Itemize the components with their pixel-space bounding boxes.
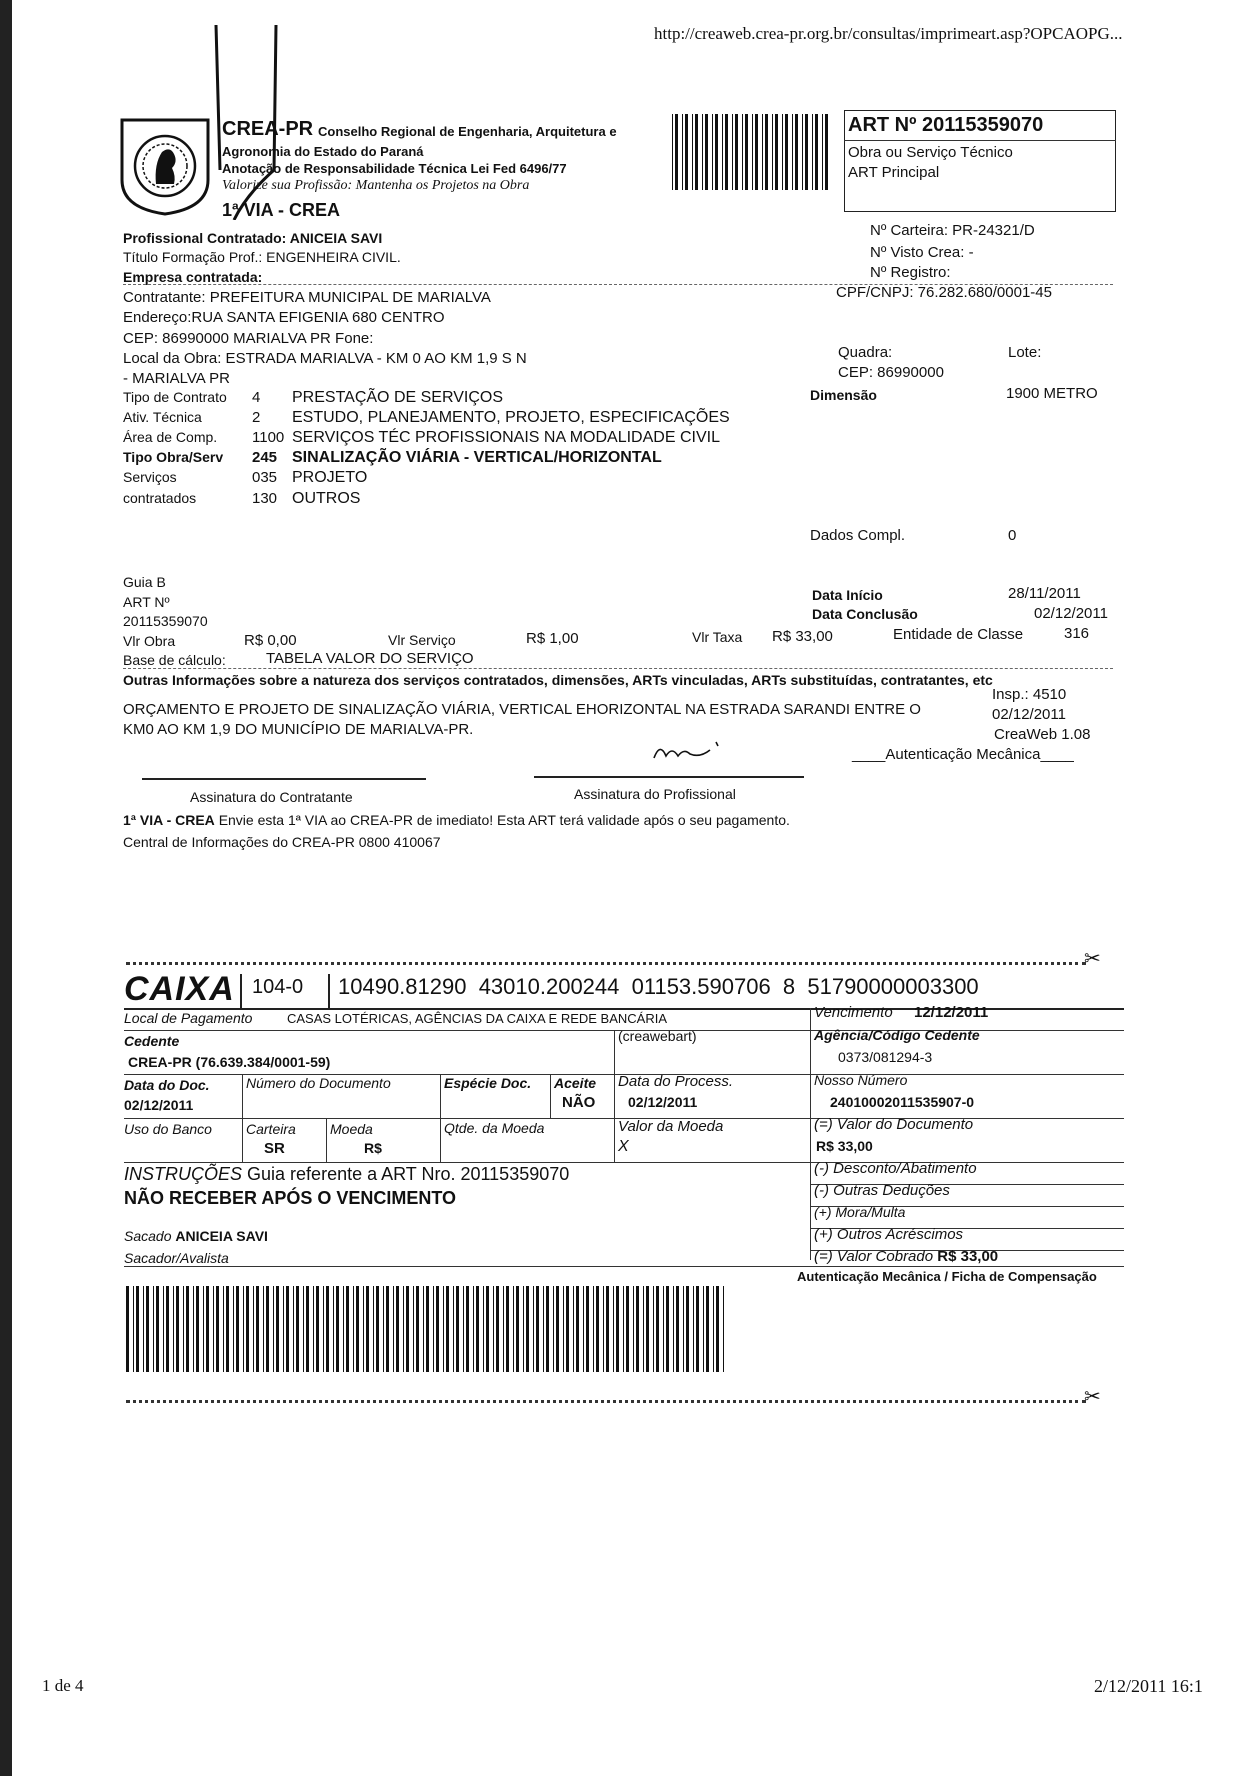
art-principal: ART Principal [848,164,940,181]
base-calculo-label: Base de cálculo: [123,652,226,668]
carteira: Nº Carteira: PR-24321/D [870,222,1035,239]
data-inicio: 28/11/2011 [1008,585,1081,602]
instrucoes-label: INSTRUÇÕES [124,1164,243,1184]
dimensao-label: Dimensão [810,387,877,403]
data-process: 02/12/2011 [628,1094,698,1110]
service-row-label: contratados [123,490,197,506]
nosso-numero: 24010002011535907-0 [830,1094,975,1110]
autenticacao-mecanica: ____Autenticação Mecânica____ [852,746,1074,763]
dados-label: Dados Compl. [810,527,906,544]
uso-banco-label: Uso do Banco [124,1121,212,1137]
valor-cobrado-label: (=) Valor Cobrado [814,1248,934,1265]
vlr-obra: R$ 0,00 [244,632,297,649]
data-doc-label: Data do Doc. [124,1077,210,1093]
numero-doc-label: Número do Documento [246,1075,391,1091]
sacador-avalista: Sacador/Avalista [124,1250,229,1266]
outras-title: Outras Informações sobre a natureza dos serviços contratados, dimensões, ARTs vinculadas, ARTs substituídas, contratantes, etc [123,672,993,688]
vencimento-label: Vencimento [814,1004,893,1021]
guia-art-number: 20115359070 [123,613,208,629]
service-row-desc: SERVIÇOS TÉC PROFISSIONAIS NA MODALIDADE CIVIL [292,429,720,446]
aceite-label: Aceite [554,1075,597,1091]
caixa-logo: CAIXA [124,970,235,1008]
service-row-code: 130 [252,490,278,507]
motto: Valorize sua Profissão: Mantenha os Projetos na Obra [222,178,530,193]
moeda-label: Moeda [330,1121,373,1137]
instrucoes-text: Guia referente a ART Nro. 20115359070 [247,1164,570,1184]
dimensao-value: 1900 METRO [1006,385,1098,402]
ficha-compensacao: Autenticação Mecânica / Ficha de Compensação [797,1269,1097,1284]
creawebart: (creawebart) [618,1028,697,1044]
endereco: Endereço:RUA SANTA EFIGENIA 680 CENTRO [123,309,445,326]
carteira-label: Carteira [246,1121,296,1137]
service-row-desc: ESTUDO, PLANEJAMENTO, PROJETO, ESPECIFICAÇÕES [292,409,730,426]
outras-deducoes: (-) Outras Deduções [814,1182,950,1199]
barcode-bar [828,114,832,190]
entidade: 316 [1064,625,1090,642]
print-url: http://creaweb.crea-pr.org.br/consultas/imprimeart.asp?OPCAOPG... [654,24,1123,43]
valor-cobrado [814,1248,998,1265]
art-number: ART Nº 20115359070 [848,114,1044,136]
boleto-barcode [126,1286,734,1372]
valor-moeda-label: Valor da Moeda [618,1118,724,1135]
bank-code: 104-0 [252,976,304,998]
service-row-label: Área de Comp. [123,429,218,445]
nosso-numero-label: Nosso Número [814,1072,908,1088]
carteira: SR [264,1140,285,1157]
cedente: CREA-PR (76.639.384/0001-59) [128,1054,331,1070]
central-info: Central de Informações do CREA-PR 0800 410067 [123,834,441,850]
agencia: 0373/081294-3 [838,1049,933,1065]
service-row-label: Tipo Obra/Serv [123,449,224,465]
outras-line2: KM0 AO KM 1,9 DO MUNICÍPIO DE MARIALVA-PR. [123,721,474,738]
cep: CEP: 86990000 MARIALVA PR Fone: [123,330,374,347]
service-row-code: 245 [252,449,278,466]
contratante: Contratante: PREFEITURA MUNICIPAL DE MARIALVA [123,289,491,306]
service-row-code: 1100 [252,429,285,446]
nao-receber: NÃO RECEBER APÓS O VENCIMENTO [124,1188,457,1208]
desconto: (-) Desconto/Abatimento [814,1160,977,1177]
titulo: Título Formação Prof.: ENGENHEIRA CIVIL. [123,249,401,265]
data-conclusao-label: Data Conclusão [812,606,918,622]
via-label: 1ª VIA - CREA [222,200,341,220]
service-row-desc: SINALIZAÇÃO VIÁRIA - VERTICAL/HORIZONTAL [292,449,662,466]
service-row-desc: PROJETO [292,469,368,486]
service-row-label: Serviços [123,469,177,485]
linha-digitavel: 10490.81290 43010.200244 01153.590706 8 51790000003300 [338,974,979,999]
empresa: Empresa contratada: [123,269,263,285]
valor-doc-label: (=) Valor do Documento [814,1116,974,1133]
vlr-taxa: R$ 33,00 [772,628,833,645]
data-doc: 02/12/2011 [124,1097,194,1113]
data-conclusao: 02/12/2011 [1034,605,1108,622]
print-datetime: 2/12/2011 16:1 [1094,1676,1203,1696]
local-pagamento-label: Local de Pagamento [124,1010,253,1026]
sig-profissional: Assinatura do Profissional [574,786,736,802]
quadra: Quadra: [838,344,893,361]
barcode-bar [724,1286,726,1372]
crea-seal-icon [118,116,212,216]
lote: Lote: [1008,344,1042,361]
org-line1: Conselho Regional de Engenharia, Arquitetura e [318,124,617,139]
moeda: R$ [364,1140,382,1156]
service-row-code: 4 [252,389,261,406]
profissional: Profissional Contratado: ANICEIA SAVI [123,230,383,246]
dados-value: 0 [1008,527,1017,544]
visto: Nº Visto Crea: - [870,244,974,261]
data-inicio-label: Data Início [812,587,883,603]
entidade-label: Entidade de Classe [893,626,1024,643]
sacado [124,1228,268,1244]
outros-acrescimos: (+) Outros Acréscimos [814,1226,964,1243]
sacado-name: ANICEIA SAVI [175,1228,268,1244]
org-line2: Agronomia do Estado do Paraná [222,144,424,159]
art-type: Obra ou Serviço Técnico [848,144,1013,161]
data-process-label: Data do Process. [618,1073,734,1090]
page-counter: 1 de 4 [42,1676,84,1695]
via-note-bold: 1ª VIA - CREA [123,812,215,828]
valor-doc: R$ 33,00 [816,1138,873,1154]
via-note [123,812,790,828]
insp: Insp.: 4510 [992,686,1067,703]
vencimento: 12/12/2011 [914,1004,989,1021]
art-barcode [672,114,832,190]
service-row-desc: OUTROS [292,490,361,507]
via-note-text: Envie esta 1ª VIA ao CREA-PR de imediato! Esta ART terá validade após o seu pagamento. [218,812,790,828]
service-row-label: Ativ. Técnica [123,409,202,425]
instrucoes [124,1164,569,1185]
signature-scribble [650,738,730,766]
outras-line1: ORÇAMENTO E PROJETO DE SINALIZAÇÃO VIÁRIA, VERTICAL EHORIZONTAL NA ESTRADA SARANDI ENTRE O [123,701,921,718]
mora-multa: (+) Mora/Multa [814,1204,906,1220]
org-line3: Anotação de Responsabilidade Técnica Lei Fed 6496/77 [222,161,567,176]
vlr-servico-label: Vlr Serviço [388,632,456,648]
scissors-icon: ✂ [1084,1386,1101,1408]
cedente-label: Cedente [124,1033,180,1049]
sig-contratante: Assinatura do Contratante [190,789,353,805]
guia-art-label: ART Nº [123,594,170,610]
service-row-code: 2 [252,409,261,426]
service-row-code: 035 [252,469,278,486]
service-row-label: Tipo de Contrato [123,389,227,405]
vlr-taxa-label: Vlr Taxa [692,629,743,645]
scan-edge [0,0,12,1776]
insp-date: 02/12/2011 [992,706,1066,723]
creaweb-version: CreaWeb 1.08 [994,726,1091,743]
service-row-desc: PRESTAÇÃO DE SERVIÇOS [292,389,504,406]
local-pagamento: CASAS LOTÉRICAS, AGÊNCIAS DA CAIXA E REDE BANCÁRIA [287,1011,668,1026]
qtde-label: Qtde. da Moeda [444,1120,545,1136]
vlr-servico: R$ 1,00 [526,630,579,647]
sacado-label: Sacado [124,1228,172,1244]
registro: Nº Registro: [870,264,951,281]
scissors-icon: ✂ [1084,948,1101,970]
org-short: CREA-PR [222,118,314,140]
especie-label: Espécie Doc. [444,1075,532,1091]
cep-obra: CEP: 86990000 [838,364,944,381]
local-obra: Local da Obra: ESTRADA MARIALVA - KM 0 AO KM 1,9 S N [123,350,527,367]
aceite: NÃO [562,1094,596,1111]
cpf-cnpj: CPF/CNPJ: 76.282.680/0001-45 [836,284,1052,301]
vlr-obra-label: Vlr Obra [123,633,176,649]
valor-moeda: X [618,1138,629,1155]
valor-cobrado-value: R$ 33,00 [937,1248,999,1265]
guia-b: Guia B [123,574,166,590]
base-calculo-value: TABELA VALOR DO SERVIÇO [266,650,474,667]
agencia-label: Agência/Código Cedente [814,1027,980,1043]
local-obra-2: - MARIALVA PR [123,370,230,387]
